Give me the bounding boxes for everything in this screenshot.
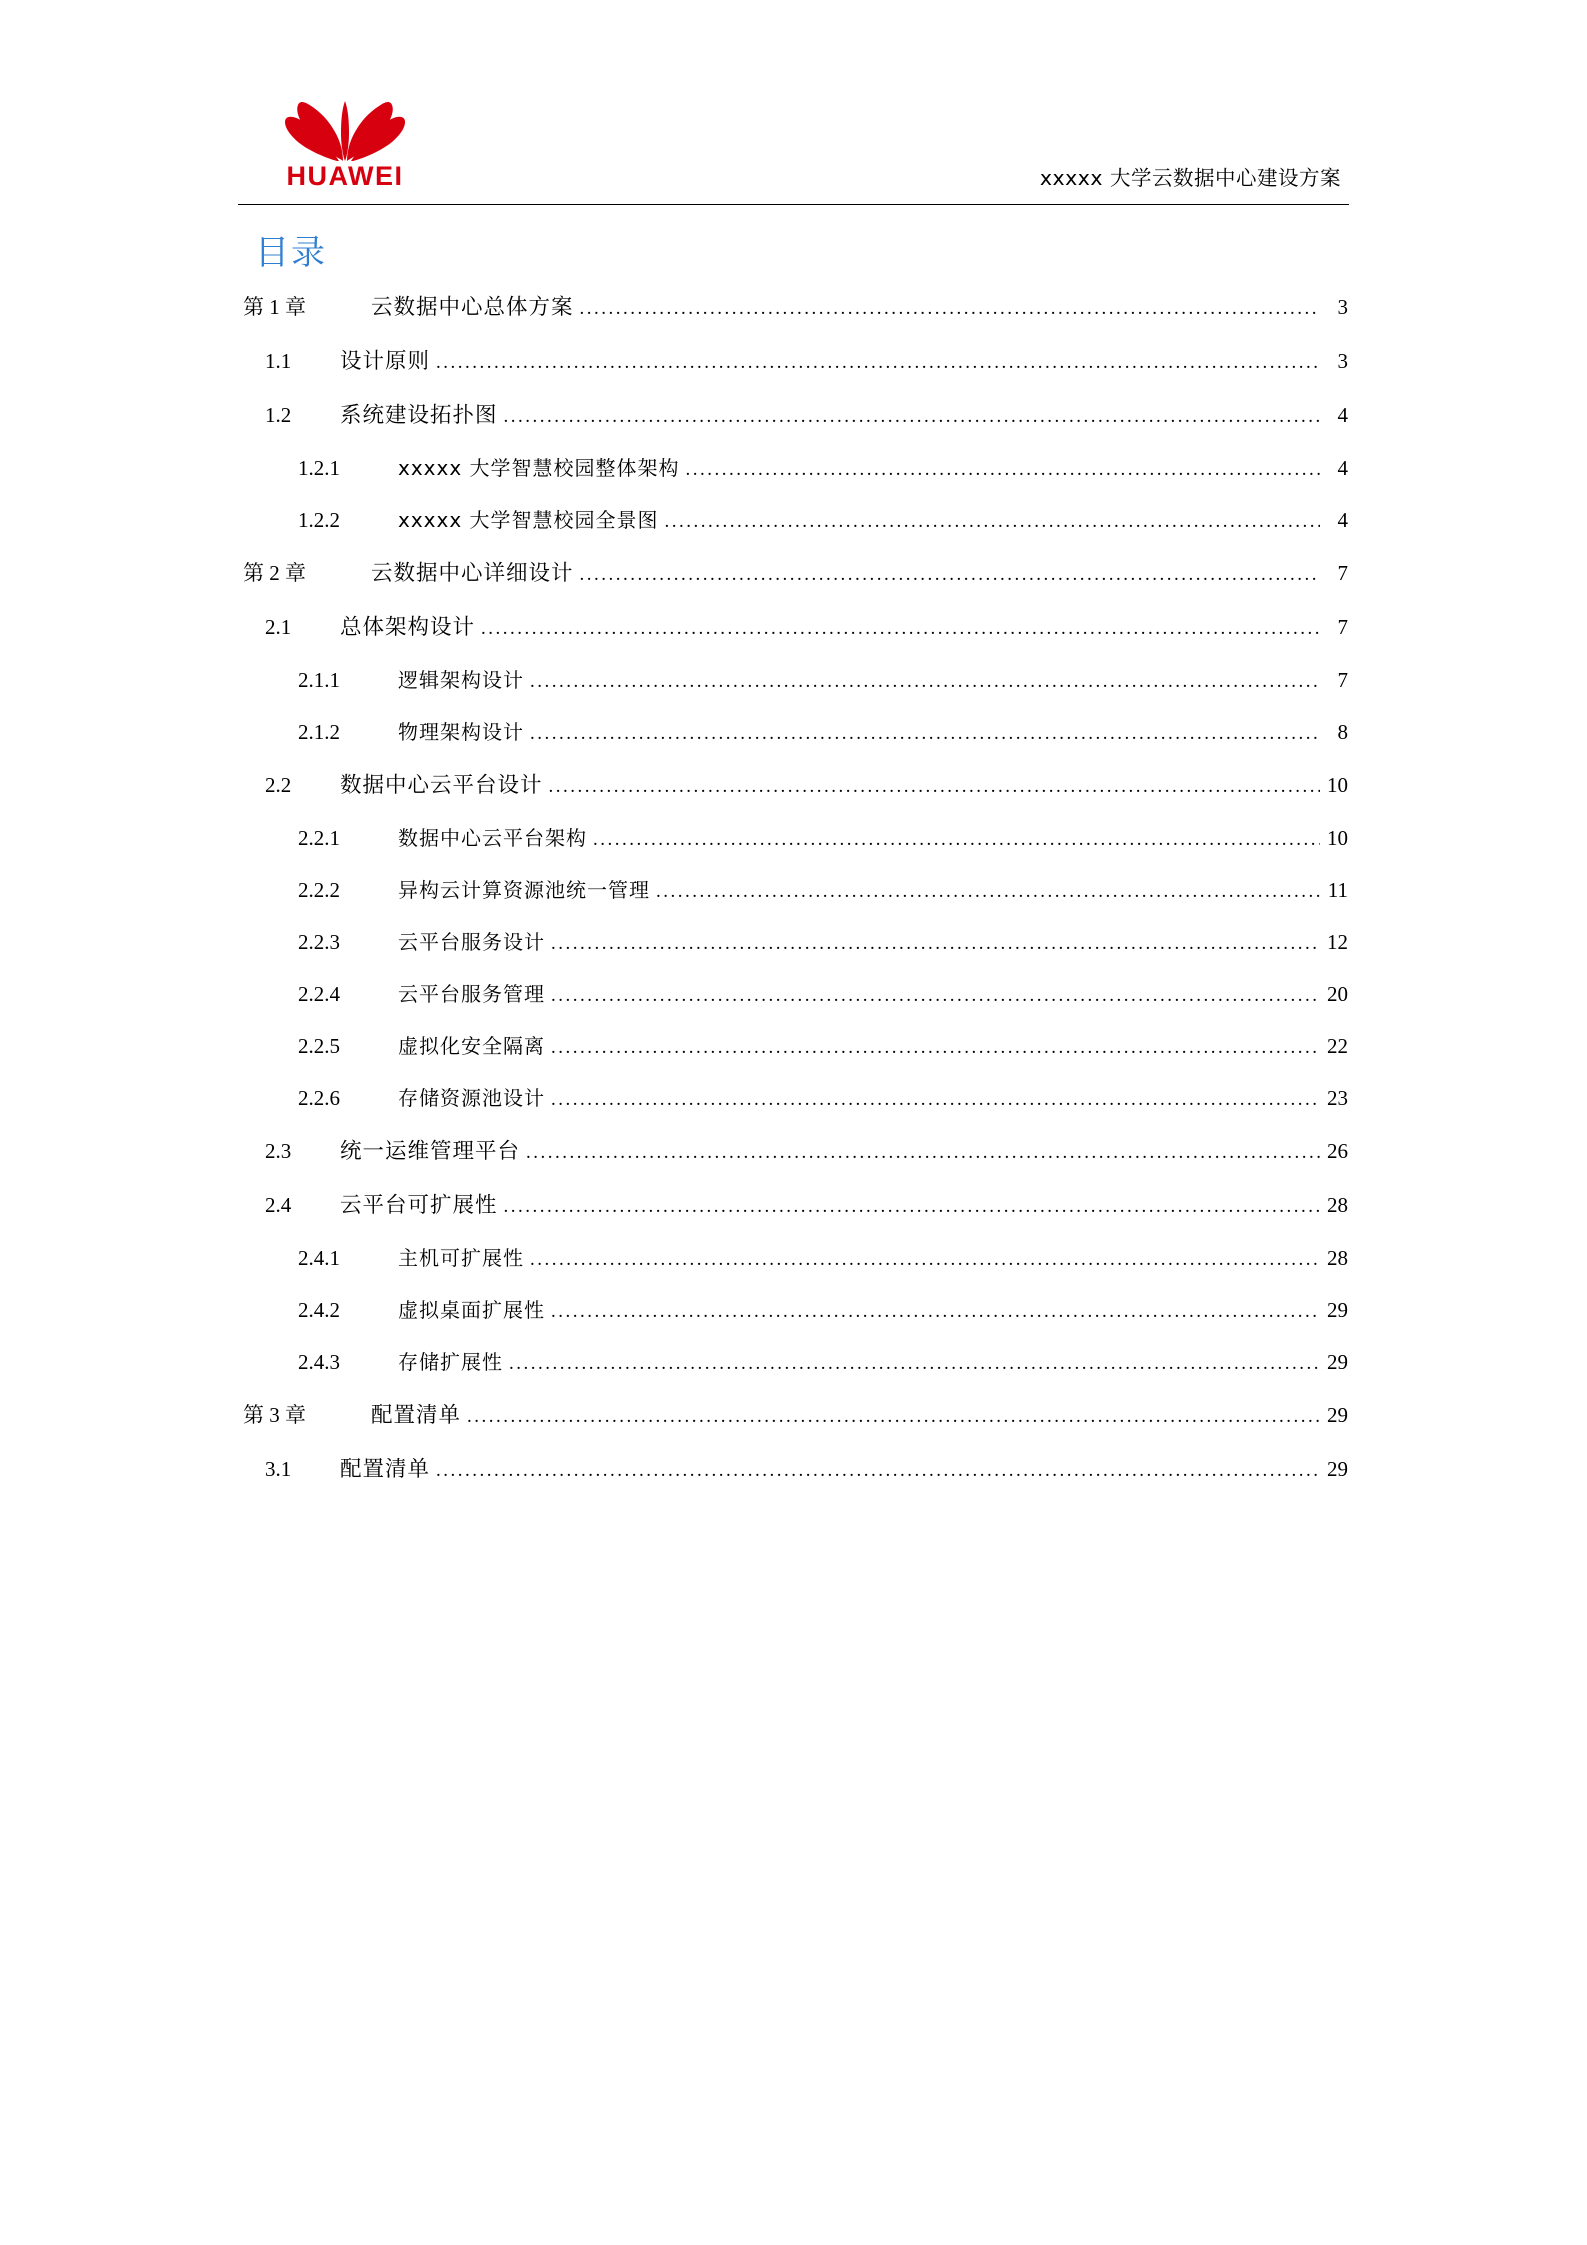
toc-leader-dots [526,1143,1320,1164]
toc-entry-number: 3.1 [265,1457,292,1481]
toc-entry[interactable] [238,664,1348,693]
toc-entry-label: xxxxx 大学智慧校园全景图 [398,508,659,532]
toc-entry-label: xxxxx 大学智慧校园整体架构 [398,456,680,480]
toc-entry-label: 统一运维管理平台 [340,1139,521,1164]
toc-entry[interactable] [238,822,1348,851]
toc-entry-page: 12 [1327,930,1348,954]
toc-entry[interactable] [238,398,1348,429]
toc-entry-number: 2.2.1 [298,826,340,850]
toc-entry-page: 26 [1327,1139,1348,1163]
toc-entry-page: 4 [1337,403,1348,427]
toc-entry-label: 虚拟化安全隔离 [398,1034,545,1058]
toc-leader-dots [551,1038,1320,1059]
toc-leader-dots [504,407,1320,428]
toc-heading: 目录 [255,233,327,273]
toc-entry-label: 主机可扩展性 [398,1246,524,1270]
toc-entry-page: 29 [1327,1298,1348,1322]
toc-leader-dots [551,1302,1320,1323]
toc-entry-label: 配置清单 [371,1403,462,1428]
toc-entry-page: 20 [1327,982,1348,1006]
toc-entry[interactable] [238,1188,1348,1219]
toc-leader-dots [481,619,1320,640]
toc-entry-page: 10 [1327,826,1348,850]
toc-entry-label: 云数据中心详细设计 [371,561,574,586]
toc-entry-number: 2.1.1 [298,668,340,692]
toc-entry-number: 2.3 [265,1139,292,1163]
toc-entry-page: 3 [1337,349,1348,373]
toc-entry-page: 7 [1337,561,1348,585]
toc-leader-dots [530,724,1320,745]
toc-entry-label: 异构云计算资源池统一管理 [398,878,650,902]
toc-entry-label: 逻辑架构设计 [398,668,524,692]
toc-entry[interactable] [238,610,1348,641]
toc-entry-number: 2.1.2 [298,720,340,744]
toc-entry-number: 2.4 [265,1193,292,1217]
huawei-logo-text: HUAWEI [286,161,404,191]
toc-leader-dots [467,1407,1320,1428]
toc-entry-number: 2.4.1 [298,1246,340,1270]
toc-leader-dots [436,1461,1320,1482]
toc-entry[interactable] [238,926,1348,955]
toc-entry[interactable] [238,344,1348,375]
toc-entry-number: 第 3 章 [243,1403,306,1427]
toc-leader-dots [504,1197,1320,1218]
toc-entry-number: 2.4.2 [298,1298,340,1322]
toc-entry-page: 4 [1337,508,1348,532]
toc-entry-number: 1.2 [265,403,292,427]
header-doc-title: xxxxx 大学云数据中心建设方案 [1039,166,1341,190]
header-divider [238,204,1349,205]
toc-leader-dots [593,830,1320,851]
toc-entry-number: 2.2.4 [298,982,340,1006]
toc-leader-dots [509,1354,1320,1375]
toc-entry-label: 物理架构设计 [398,720,524,744]
toc-leader-dots [551,1090,1320,1111]
toc-entry-label: 数据中心云平台架构 [398,826,587,850]
toc-entry-number: 1.2.1 [298,456,340,480]
toc-entry-number: 2.4.3 [298,1350,340,1374]
toc-entry[interactable] [238,716,1348,745]
toc-entry-label: 云平台服务设计 [398,930,545,954]
toc-entry-page: 8 [1337,720,1348,744]
toc-entry-page: 29 [1327,1403,1348,1427]
toc-entry-label: 设计原则 [340,349,431,374]
toc-entry[interactable] [238,1242,1348,1271]
toc-entry-label: 虚拟桌面扩展性 [398,1298,545,1322]
toc-entry-number: 第 1 章 [243,295,306,319]
toc-entry-page: 29 [1327,1350,1348,1374]
table-of-contents [238,290,1348,1506]
toc-entry-page: 4 [1337,456,1348,480]
toc-leader-dots [686,460,1320,481]
toc-entry-page: 23 [1327,1086,1348,1110]
toc-entry-number: 2.2 [265,773,292,797]
toc-entry-label: 云数据中心总体方案 [371,295,574,320]
toc-entry-label: 云平台服务管理 [398,982,545,1006]
toc-entry[interactable] [238,1294,1348,1323]
toc-leader-dots [530,1250,1320,1271]
toc-entry-number: 2.2.6 [298,1086,340,1110]
toc-entry-page: 22 [1327,1034,1348,1058]
toc-entry[interactable] [238,1030,1348,1059]
toc-entry[interactable] [238,768,1348,799]
toc-leader-dots [580,299,1320,320]
toc-leader-dots [665,512,1320,533]
toc-entry[interactable] [238,874,1348,903]
toc-leader-dots [580,565,1320,586]
huawei-logo [260,101,430,193]
toc-entry-label: 总体架构设计 [340,615,476,640]
toc-entry[interactable] [238,1134,1348,1165]
toc-entry-number: 2.1 [265,615,292,639]
toc-entry[interactable] [238,1082,1348,1111]
toc-entry-number: 2.2.3 [298,930,340,954]
toc-leader-dots [551,934,1320,955]
toc-entry[interactable] [238,1452,1348,1483]
toc-leader-dots [551,986,1320,1007]
toc-entry-page: 10 [1327,773,1348,797]
toc-entry-page: 28 [1327,1193,1348,1217]
toc-entry[interactable] [238,1346,1348,1375]
toc-entry-page: 11 [1327,878,1348,902]
toc-entry[interactable] [238,978,1348,1007]
toc-entry-label: 存储扩展性 [398,1350,503,1374]
toc-entry[interactable] [238,452,1348,481]
toc-entry[interactable] [238,504,1348,533]
toc-entry[interactable] [238,1398,1348,1429]
toc-entry-label: 云平台可扩展性 [340,1193,498,1218]
page-header [238,95,1349,205]
toc-entry-label: 数据中心云平台设计 [340,773,543,798]
toc-entry[interactable] [238,290,1348,321]
toc-entry-number: 第 2 章 [243,561,306,585]
toc-entry-number: 2.2.5 [298,1034,340,1058]
toc-leader-dots [656,882,1320,903]
toc-entry-page: 3 [1337,295,1348,319]
toc-entry-number: 1.2.2 [298,508,340,532]
toc-entry-label: 存储资源池设计 [398,1086,545,1110]
toc-entry-label: 系统建设拓扑图 [340,403,498,428]
toc-leader-dots [549,777,1320,798]
toc-entry-number: 1.1 [265,349,292,373]
toc-entry-page: 7 [1337,615,1348,639]
toc-entry-number: 2.2.2 [298,878,340,902]
toc-entry[interactable] [238,556,1348,587]
toc-leader-dots [436,353,1320,374]
toc-entry-page: 7 [1337,668,1348,692]
toc-leader-dots [530,672,1320,693]
toc-entry-label: 配置清单 [340,1457,431,1482]
toc-entry-page: 29 [1327,1457,1348,1481]
toc-entry-page: 28 [1327,1246,1348,1270]
